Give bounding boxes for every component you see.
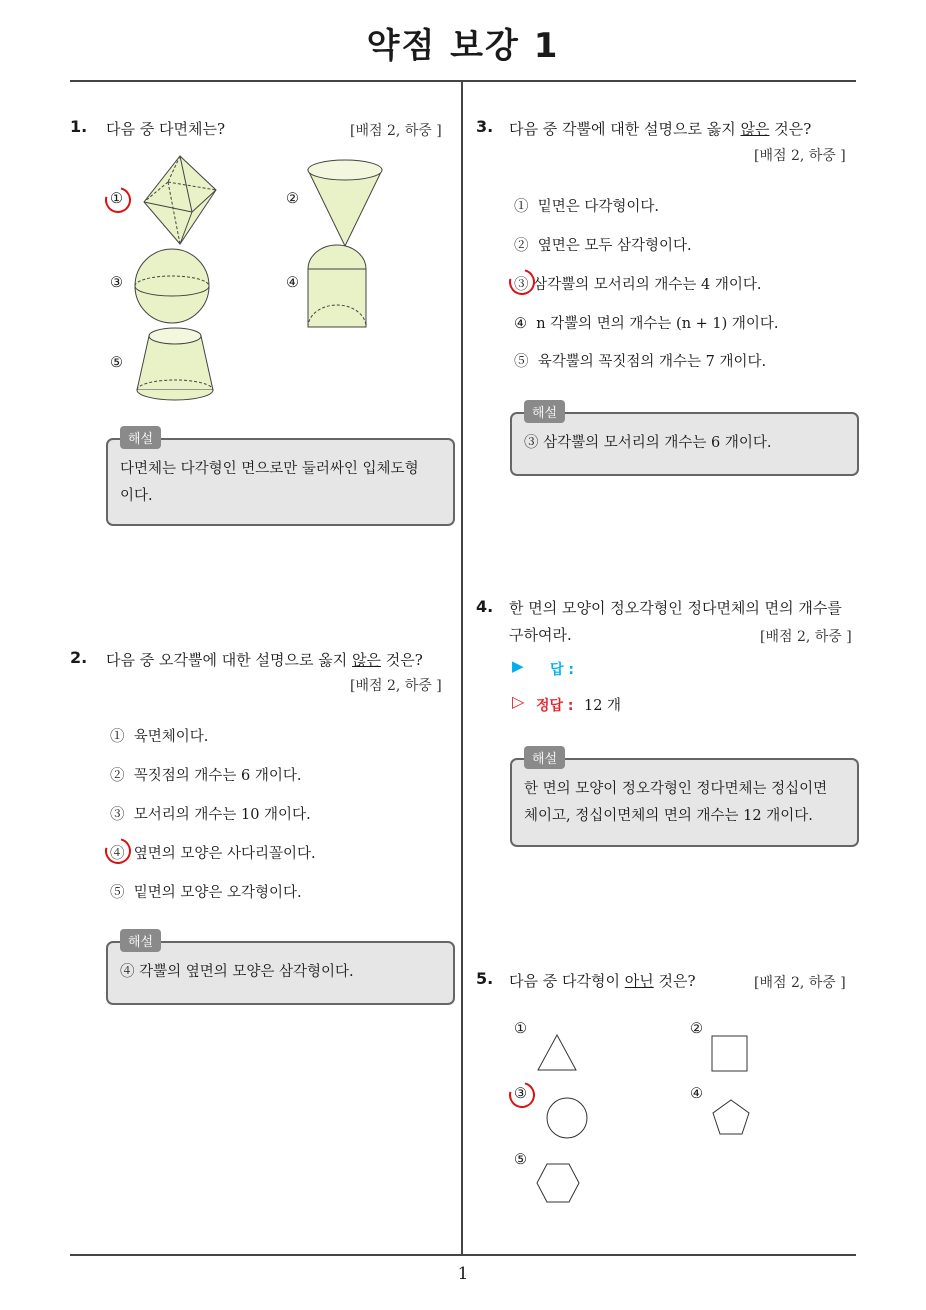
q4-correct-label: 정답 : bbox=[536, 698, 574, 714]
q2-option-5[interactable]: ⑤ 밑면의 모양은 오각형이다. bbox=[110, 885, 302, 901]
q5-option-2-label[interactable]: ② bbox=[690, 1021, 703, 1037]
q1-option-3-label[interactable]: ③ bbox=[110, 275, 123, 291]
answer-mark-icon bbox=[100, 182, 136, 218]
q1-explanation-box bbox=[106, 438, 455, 526]
q4-number: 4. bbox=[476, 597, 494, 616]
q2-option-4[interactable]: ④ 옆면의 모양은 사다리꼴이다. bbox=[110, 846, 316, 862]
q1-option-2-label[interactable]: ② bbox=[286, 191, 299, 207]
q5-number: 5. bbox=[476, 969, 494, 988]
q2-explanation-tag: 해설 bbox=[120, 929, 161, 952]
q4-score: [배점 2, 하중 ] bbox=[760, 629, 852, 645]
circle-icon bbox=[545, 1096, 589, 1140]
q1-option-1-label[interactable]: ① bbox=[110, 191, 123, 207]
page-number: 1 bbox=[457, 1264, 469, 1284]
q1-option-4-label[interactable]: ④ bbox=[286, 275, 299, 291]
q4-answer-label: 답 : bbox=[550, 662, 574, 678]
q5-option-3-label[interactable]: ③ bbox=[514, 1086, 527, 1102]
cone-icon bbox=[305, 158, 385, 248]
answer-mark-icon bbox=[504, 264, 540, 300]
q1-score: [배점 2, 하중 ] bbox=[350, 123, 442, 139]
half-cylinder-dome-icon bbox=[306, 245, 368, 329]
q2-number: 2. bbox=[70, 648, 88, 667]
q2-option-3[interactable]: ③ 모서리의 개수는 10 개이다. bbox=[110, 807, 311, 823]
sphere-icon bbox=[133, 247, 211, 325]
q4-explanation-line: 체이고, 정십이면체의 면의 개수는 12 개이다. bbox=[524, 808, 813, 824]
octahedron-icon bbox=[140, 152, 220, 250]
q5-question-text: 다음 중 다각형이 아닌 것은? bbox=[509, 972, 696, 990]
pentagon-icon bbox=[710, 1098, 752, 1138]
q2-explanation-line: ④ 각뿔의 옆면의 모양은 삼각형이다. bbox=[120, 964, 354, 980]
triangle-icon bbox=[536, 1033, 578, 1073]
q3-option-1[interactable]: ① 밑면은 다각형이다. bbox=[514, 199, 659, 215]
column-divider bbox=[461, 82, 463, 1255]
frustum-of-cone-icon bbox=[133, 326, 217, 404]
q3-option-5[interactable]: ⑤ 육각뿔의 꼭짓점의 개수는 7 개이다. bbox=[514, 354, 767, 370]
q3-explanation-tag: 해설 bbox=[524, 400, 565, 423]
q3-explanation-line: ③ 삼각뿔의 모서리의 개수는 6 개이다. bbox=[524, 435, 772, 451]
bottom-rule bbox=[70, 1254, 856, 1256]
q3-option-3[interactable]: ③ 삼각뿔의 모서리의 개수는 4 개이다. bbox=[514, 277, 762, 293]
q1-explanation-line: 다면체는 다각형인 면으로만 둘러싸인 입체도형 bbox=[120, 461, 419, 477]
q1-option-5-label[interactable]: ⑤ bbox=[110, 355, 123, 371]
q4-question-line-1: 한 면의 모양이 정오각형인 정다면체의 면의 개수를 bbox=[509, 599, 842, 617]
q1-explanation-line: 이다. bbox=[120, 488, 153, 504]
q4-question-line-2: 구하여라. bbox=[509, 626, 572, 644]
top-rule bbox=[70, 80, 856, 82]
q5-option-4-label[interactable]: ④ bbox=[690, 1086, 703, 1102]
square-icon bbox=[710, 1034, 750, 1074]
correct-arrow-icon: ▷ bbox=[512, 692, 525, 711]
q3-option-4[interactable]: ④ n 각뿔의 면의 개수는 (n + 1) 개이다. bbox=[514, 316, 779, 332]
q1-explanation-tag: 해설 bbox=[120, 426, 161, 449]
q2-option-1[interactable]: ① 육면체이다. bbox=[110, 729, 209, 745]
q4-correct-value: 12 개 bbox=[584, 698, 622, 714]
page-title: 약점 보강 1 bbox=[366, 26, 560, 66]
q5-score: [배점 2, 하중 ] bbox=[754, 975, 846, 991]
hexagon-icon bbox=[535, 1162, 581, 1204]
answer-mark-icon bbox=[100, 833, 136, 869]
q5-option-1-label[interactable]: ① bbox=[514, 1021, 527, 1037]
q4-explanation-box bbox=[510, 758, 859, 847]
answer-arrow-icon: ▶ bbox=[512, 657, 524, 675]
answer-mark-icon bbox=[504, 1077, 540, 1113]
q3-number: 3. bbox=[476, 117, 494, 136]
q2-score: [배점 2, 하중 ] bbox=[350, 678, 442, 694]
q2-question-text: 다음 중 오각뿔에 대한 설명으로 옳지 않은 것은? bbox=[106, 651, 423, 669]
q4-explanation-tag: 해설 bbox=[524, 746, 565, 769]
q5-option-5-label[interactable]: ⑤ bbox=[514, 1152, 527, 1168]
q2-option-2[interactable]: ② 꼭짓점의 개수는 6 개이다. bbox=[110, 768, 302, 784]
q4-explanation-line: 한 면의 모양이 정오각형인 정다면체는 정십이면 bbox=[524, 781, 828, 797]
q3-score: [배점 2, 하중 ] bbox=[754, 148, 846, 164]
q1-number: 1. bbox=[70, 117, 88, 136]
q1-question-text: 다음 중 다면체는? bbox=[106, 120, 226, 138]
q3-option-2[interactable]: ② 옆면은 모두 삼각형이다. bbox=[514, 238, 692, 254]
q3-question-text: 다음 중 각뿔에 대한 설명으로 옳지 않은 것은? bbox=[509, 120, 812, 138]
